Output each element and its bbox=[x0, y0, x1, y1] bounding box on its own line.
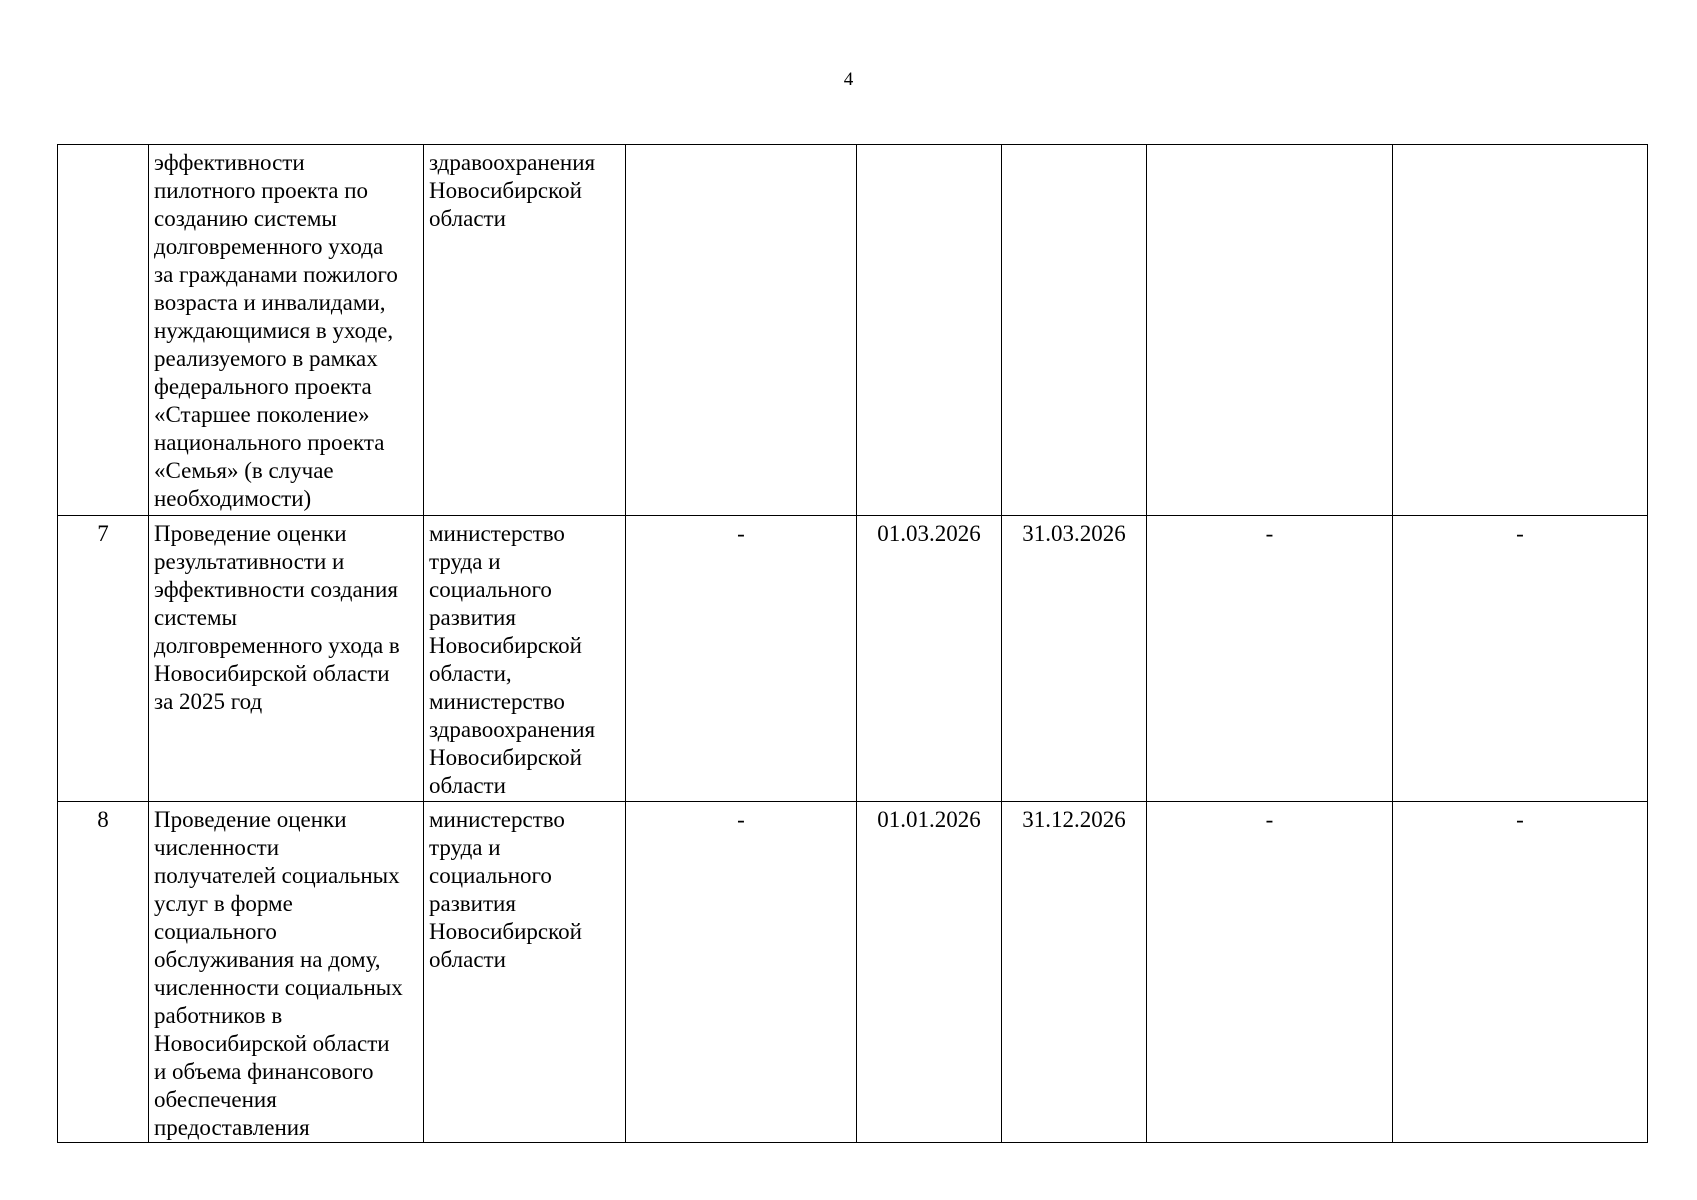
column-4-cell: - bbox=[626, 516, 857, 802]
table-row bbox=[58, 516, 1648, 802]
text-line: Новосибирской bbox=[429, 919, 582, 944]
text-line: результативности и bbox=[154, 549, 345, 574]
text-line: системы bbox=[154, 605, 237, 630]
text-line: обслуживания на дому, bbox=[154, 947, 381, 972]
text-line: созданию системы bbox=[154, 206, 337, 231]
text-line: получателей социальных bbox=[154, 863, 400, 888]
column-7-cell: - bbox=[1147, 802, 1393, 1143]
text-line: «Старшее поколение» bbox=[154, 402, 370, 427]
text-line: Проведение оценки bbox=[154, 521, 347, 546]
text-line: Новосибирской области bbox=[154, 661, 390, 686]
activity-title-cell bbox=[149, 516, 424, 802]
text-line: долговременного ухода bbox=[154, 234, 384, 259]
text-line: за 2025 год bbox=[154, 689, 263, 714]
text-line: эффективности создания bbox=[154, 577, 398, 602]
row-number-cell: 7 bbox=[58, 516, 149, 802]
start-date-cell: 01.03.2026 bbox=[857, 516, 1002, 802]
text-line: федерального проекта bbox=[154, 374, 372, 399]
text-line: здравоохранения bbox=[429, 150, 596, 175]
column-8-cell bbox=[1393, 145, 1648, 516]
executor-cell bbox=[424, 802, 626, 1143]
text-line: труда и bbox=[429, 549, 501, 574]
text-line: численности bbox=[154, 835, 280, 860]
text-line: обеспечения bbox=[154, 1087, 277, 1112]
text-line: труда и bbox=[429, 835, 501, 860]
text-line: министерство bbox=[429, 807, 565, 832]
text-line: министерство bbox=[429, 689, 565, 714]
text-line: Новосибирской bbox=[429, 178, 582, 203]
text-line: области bbox=[429, 947, 506, 972]
end-date-cell: 31.12.2026 bbox=[1002, 802, 1147, 1143]
row-number-cell bbox=[58, 145, 149, 516]
activity-title bbox=[154, 806, 418, 1142]
text-line: предоставления bbox=[154, 1115, 310, 1140]
table-row bbox=[58, 802, 1648, 1143]
executor-text bbox=[429, 806, 620, 974]
text-line: возраста и инвалидами, bbox=[154, 290, 386, 315]
text-line: Новосибирской bbox=[429, 633, 582, 658]
text-line: Проведение оценки bbox=[154, 807, 347, 832]
table-row bbox=[58, 145, 1648, 516]
page-number: 4 bbox=[843, 69, 854, 90]
text-line: развития bbox=[429, 891, 516, 916]
text-line: Новосибирской bbox=[429, 745, 582, 770]
activity-title bbox=[154, 149, 418, 513]
text-line: необходимости) bbox=[154, 486, 312, 511]
text-line: области bbox=[429, 206, 506, 231]
text-line: за гражданами пожилого bbox=[154, 262, 398, 287]
executor-cell bbox=[424, 145, 626, 516]
text-line: социального bbox=[429, 577, 552, 602]
text-line: министерство bbox=[429, 521, 565, 546]
activity-title bbox=[154, 520, 418, 716]
text-line: нуждающимися в уходе, bbox=[154, 318, 394, 343]
column-4-cell: - bbox=[626, 802, 857, 1143]
text-line: социального bbox=[429, 863, 552, 888]
column-8-cell: - bbox=[1393, 516, 1648, 802]
text-line: эффективности bbox=[154, 150, 305, 175]
text-line: численности социальных bbox=[154, 975, 403, 1000]
text-line: пилотного проекта по bbox=[154, 178, 369, 203]
text-line: развития bbox=[429, 605, 516, 630]
text-line: работников в bbox=[154, 1003, 283, 1028]
activity-title-cell bbox=[149, 145, 424, 516]
text-line: реализуемого в рамках bbox=[154, 346, 378, 371]
executor-cell bbox=[424, 516, 626, 802]
row-number-cell: 8 bbox=[58, 802, 149, 1143]
column-7-cell bbox=[1147, 145, 1393, 516]
end-date-cell: 31.03.2026 bbox=[1002, 516, 1147, 802]
executor-text bbox=[429, 149, 620, 233]
text-line: долговременного ухода в bbox=[154, 633, 400, 658]
text-line: области, bbox=[429, 661, 512, 686]
column-7-cell: - bbox=[1147, 516, 1393, 802]
text-line: услуг в форме bbox=[154, 891, 293, 916]
start-date-cell bbox=[857, 145, 1002, 516]
column-4-cell bbox=[626, 145, 857, 516]
text-line: социального bbox=[154, 919, 277, 944]
start-date-cell: 01.01.2026 bbox=[857, 802, 1002, 1143]
executor-text bbox=[429, 520, 620, 800]
text-line: национального проекта bbox=[154, 430, 385, 455]
text-line: здравоохранения bbox=[429, 717, 596, 742]
end-date-cell bbox=[1002, 145, 1147, 516]
plan-table bbox=[57, 144, 1648, 1143]
column-8-cell: - bbox=[1393, 802, 1648, 1143]
text-line: «Семья» (в случае bbox=[154, 458, 334, 483]
text-line: области bbox=[429, 773, 506, 798]
text-line: и объема финансового bbox=[154, 1059, 374, 1084]
activity-title-cell bbox=[149, 802, 424, 1143]
text-line: Новосибирской области bbox=[154, 1031, 390, 1056]
